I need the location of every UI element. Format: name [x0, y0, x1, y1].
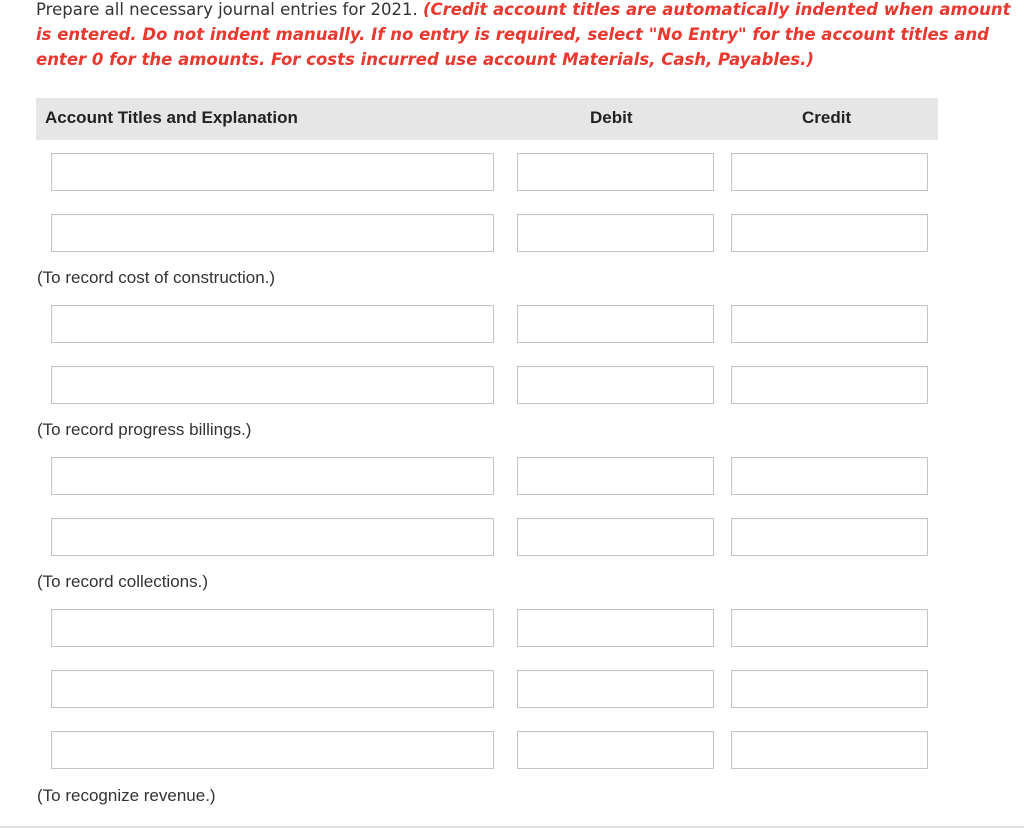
- debit-amount-input[interactable]: [517, 518, 714, 556]
- credit-amount-input[interactable]: [731, 366, 928, 404]
- instructions-prefix: Prepare all necessary journal entries for 2021.: [36, 0, 423, 19]
- debit-amount-input[interactable]: [517, 153, 714, 191]
- debit-amount-input[interactable]: [517, 457, 714, 495]
- account-title-input[interactable]: [51, 153, 494, 191]
- credit-amount-input[interactable]: [731, 670, 928, 708]
- debit-amount-input[interactable]: [517, 731, 714, 769]
- table-header: [36, 98, 938, 140]
- entry-explanation-note: (To record collections.): [37, 572, 209, 591]
- account-title-input[interactable]: [51, 457, 494, 495]
- debit-amount-input[interactable]: [517, 609, 714, 647]
- credit-amount-input[interactable]: [731, 153, 928, 191]
- account-title-input[interactable]: [51, 366, 494, 404]
- account-title-input[interactable]: [51, 670, 494, 708]
- entry-explanation-note: (To record cost of construction.): [37, 268, 276, 287]
- debit-amount-input[interactable]: [517, 670, 714, 708]
- account-titles-header: Account Titles and Explanation: [45, 108, 298, 127]
- debit-amount-input[interactable]: [517, 214, 714, 252]
- credit-header: Credit: [802, 108, 852, 127]
- entry-explanation-note: (To recognize revenue.): [37, 786, 216, 805]
- account-title-input[interactable]: [51, 305, 494, 343]
- instructions-emphasis: (Credit account titles are automatically indented when amount is entered. Do not indent manually. If no entry is required, select "No Entry" for the account titles and enter 0 for the amounts. For costs incurred use account Materials, Cash, Payables.): [36, 0, 1011, 69]
- debit-amount-input[interactable]: [517, 366, 714, 404]
- credit-amount-input[interactable]: [731, 731, 928, 769]
- instructions: [36, 0, 1022, 72]
- credit-amount-input[interactable]: [731, 457, 928, 495]
- credit-amount-input[interactable]: [731, 305, 928, 343]
- entry-explanation-note: (To record progress billings.): [37, 420, 252, 439]
- credit-amount-input[interactable]: [731, 518, 928, 556]
- account-title-input[interactable]: [51, 731, 494, 769]
- account-title-input[interactable]: [51, 518, 494, 556]
- credit-amount-input[interactable]: [731, 214, 928, 252]
- debit-header: Debit: [590, 108, 633, 127]
- account-title-input[interactable]: [51, 609, 494, 647]
- account-title-input[interactable]: [51, 214, 494, 252]
- credit-amount-input[interactable]: [731, 609, 928, 647]
- debit-amount-input[interactable]: [517, 305, 714, 343]
